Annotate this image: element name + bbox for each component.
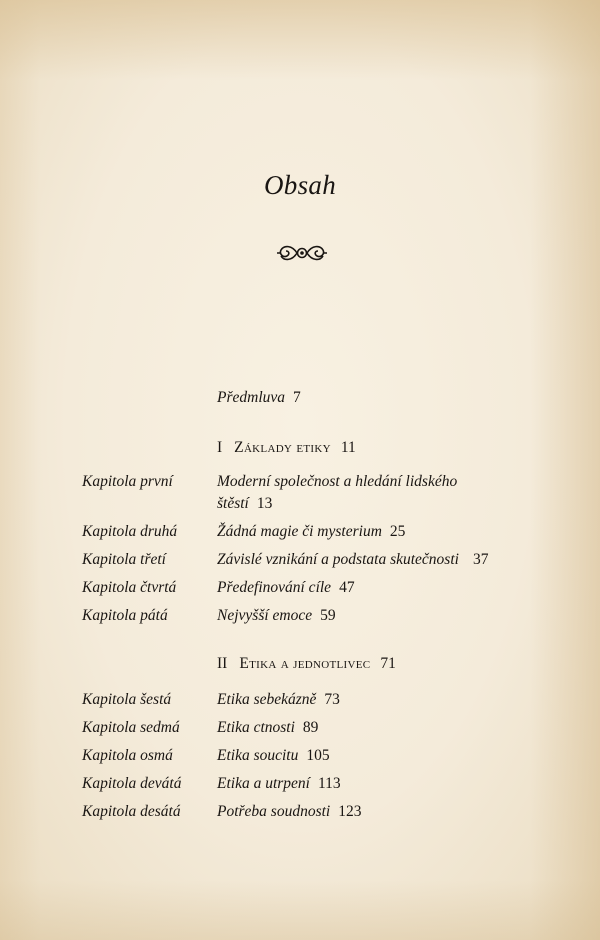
chapter-label: Kapitola desátá <box>82 803 181 820</box>
part-number: II <box>217 655 228 672</box>
part-title: Základy etiky <box>234 439 331 456</box>
preface-title: Předmluva <box>217 389 286 406</box>
page-number: 7 <box>293 389 301 406</box>
page-number: 105 <box>306 747 330 764</box>
page-number: 37 <box>472 551 489 568</box>
toc-entry <box>217 689 517 711</box>
chapter-label: Kapitola první <box>82 473 173 490</box>
paper-stain <box>0 880 600 940</box>
chapter-title: Předefinování cíle <box>217 579 332 596</box>
chapter-label: Kapitola devátá <box>82 775 182 792</box>
page-number: 73 <box>324 691 340 708</box>
toc-entry <box>217 577 517 599</box>
chapter-label: Kapitola sedmá <box>82 719 180 736</box>
chapter-title: Moderní společnost a hledání lidského <box>217 473 458 490</box>
toc-part-heading <box>217 439 356 457</box>
toc-entry <box>217 605 517 627</box>
chapter-title: Etika ctnosti <box>217 719 295 736</box>
toc-entry <box>217 773 517 795</box>
chapter-title: Závislé vznikání a podstata skutečnosti <box>217 551 459 568</box>
chapter-title: Žádná magie či mysterium <box>217 523 382 540</box>
toc-entry <box>217 521 517 543</box>
part-title: Etika a jednotlivec <box>239 655 371 672</box>
toc-entry <box>217 717 517 739</box>
page-number: 89 <box>302 719 319 736</box>
page-number: 25 <box>389 523 406 540</box>
chapter-label: Kapitola čtvrtá <box>82 579 177 596</box>
chapter-title: Etika a utrpení <box>217 775 310 792</box>
chapter-label: Kapitola šestá <box>82 691 172 708</box>
chapter-title: Nejvyšší emoce <box>217 607 313 624</box>
page-number: 13 <box>256 495 273 512</box>
part-number: I <box>217 439 223 456</box>
chapter-label: Kapitola pátá <box>82 607 168 624</box>
chapter-title: Etika sebekázně <box>217 691 317 708</box>
toc-entry <box>217 471 517 515</box>
ornament-icon <box>274 240 330 266</box>
page-number: 59 <box>320 607 336 624</box>
toc-entry <box>217 801 517 823</box>
chapter-label: Kapitola druhá <box>82 523 178 540</box>
chapter-label: Kapitola osmá <box>82 747 173 764</box>
chapter-label: Kapitola třetí <box>82 551 166 568</box>
paper-stain <box>0 0 600 80</box>
toc-entry <box>217 549 537 571</box>
paper-stain <box>0 0 40 940</box>
page-title: Obsah <box>263 170 336 200</box>
page-number: 71 <box>380 655 396 672</box>
toc-preface <box>217 387 517 409</box>
chapter-title: Potřeba soudnosti <box>217 803 331 820</box>
page-number: 123 <box>338 803 362 820</box>
chapter-title-continued: štěstí <box>217 495 249 512</box>
toc-entry <box>217 745 517 767</box>
paper-stain <box>530 0 600 940</box>
page-number: 113 <box>318 775 341 792</box>
toc-part-heading <box>217 655 396 673</box>
page-number: 47 <box>339 579 355 596</box>
page-number: 11 <box>340 439 356 456</box>
chapter-title: Etika soucitu <box>217 747 299 764</box>
